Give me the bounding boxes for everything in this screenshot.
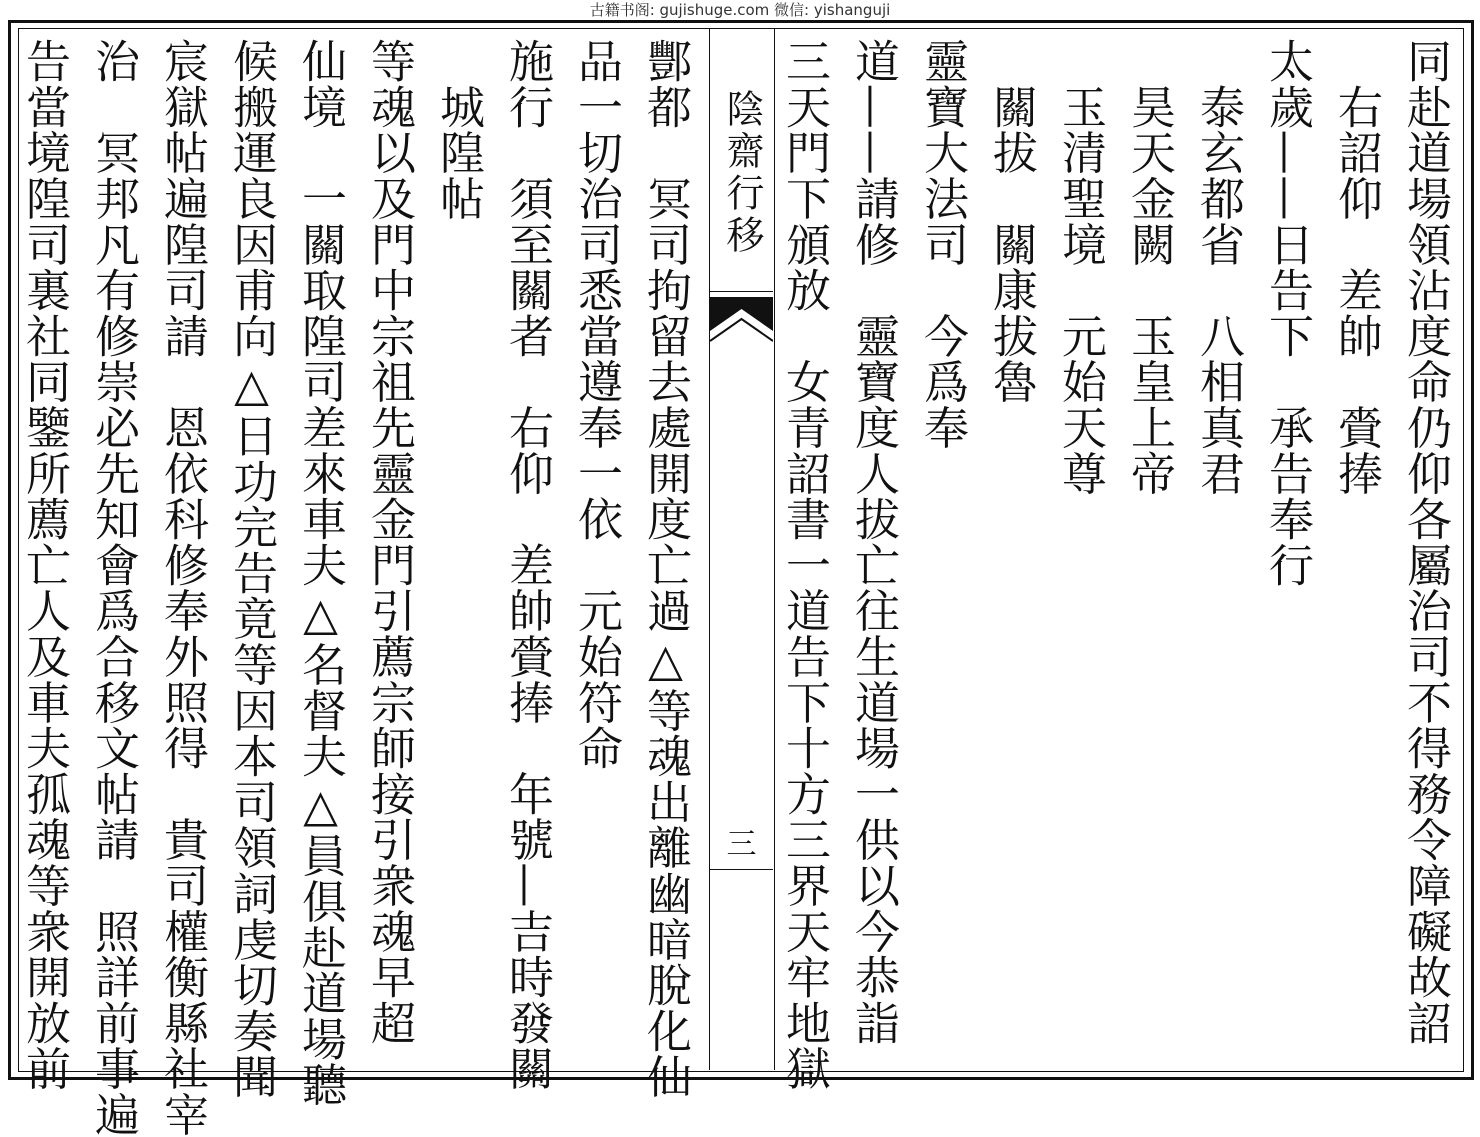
text-column: 太歲——日告下 承告奉行 [1261, 38, 1314, 588]
fish-tail-mark-icon [710, 297, 773, 375]
text-column: 候搬運良因甫向△日功完告竟等因本司領詞虔切奏聞 [225, 38, 278, 1100]
right-page-text [770, 38, 1460, 1092]
text-column: 宸獄帖遍隍司請 恩依科修奉外照得 貴司權衡縣社宰 [156, 38, 209, 1137]
text-column: 玉清聖境 元始天尊 [1054, 38, 1107, 496]
left-page-text [10, 38, 700, 1137]
text-column: 同赴道場領沾度命仍仰各屬治司不得務令障礙故詔 [1399, 38, 1452, 1046]
text-column: 品一切治司悉當遵奉一依 元始符命 [570, 38, 623, 771]
text-column: 施行 須至關者 右仰 差帥賫捧 年號—吉時發關 [501, 38, 554, 1092]
text-column: 昊天金闕 玉皇上帝 [1123, 38, 1176, 496]
text-column: 道——請修 靈寶度人拔亡往生道場一供以今恭詣 [847, 38, 900, 1046]
page-number: 三 [726, 827, 757, 862]
center-fold-strip [709, 29, 775, 1070]
watermark-text: 古籍书阁: gujishuge.com 微信: yishanguji [589, 1, 891, 19]
text-column: 告當境隍司裏社同鑒所薦亡人及車夫孤魂等衆開放前 [18, 38, 71, 1092]
text-column: 等魂以及門中宗祖先靈金門引薦宗師接引衆魂早超 [363, 38, 416, 1046]
text-column: 治 冥邦凡有修崇必先知會爲合移文帖請 照詳前事遍 [87, 38, 140, 1137]
divider-line [710, 869, 773, 870]
text-column: 三天門下頒放 女青詔書一道告下十方三界天牢地獄 [778, 38, 831, 1092]
text-column: 右詔仰 差帥 賫捧 [1330, 38, 1383, 496]
text-column: 酆都 冥司拘留去處開度亡過△等魂出離幽暗脫化仙 [639, 38, 692, 1100]
text-column: 城隍帖 [432, 38, 485, 222]
book-title: 陰齋行移 [720, 89, 764, 257]
text-column: 關拔 關康拔魯 [985, 38, 1038, 405]
text-column: 泰玄都省 八相真君 [1192, 38, 1245, 496]
divider-line [710, 291, 773, 292]
text-column: 靈寶大法司 今爲奉 [916, 38, 969, 451]
text-column: 仙境 一關取隍司差來車夫△名督夫△員俱赴道場聽 [294, 38, 347, 1108]
